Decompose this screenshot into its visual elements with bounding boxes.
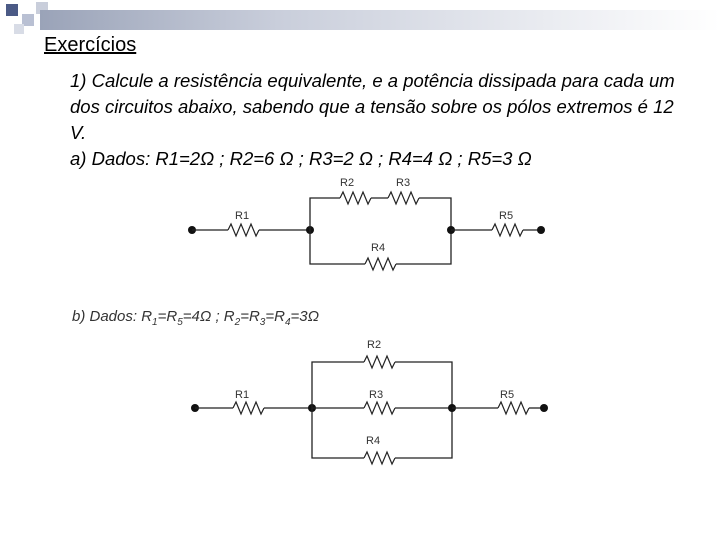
slide-title: Exercícios <box>44 34 137 56</box>
label-r5: R5 <box>500 389 515 401</box>
label-r1: R1 <box>235 389 250 401</box>
terminal-node <box>540 404 548 412</box>
label-r4: R4 <box>371 242 386 254</box>
resistor-r1 <box>228 224 259 236</box>
label-r3: R3 <box>369 389 384 401</box>
label-r3: R3 <box>396 177 411 189</box>
resistor-r3 <box>364 402 395 414</box>
resistor-r1 <box>233 402 264 414</box>
header-bar <box>40 10 720 30</box>
label-r5: R5 <box>499 210 514 222</box>
label-r4: R4 <box>366 435 381 447</box>
resistor-r4 <box>364 452 395 464</box>
resistor-r2 <box>340 192 371 204</box>
label-r2: R2 <box>367 339 382 351</box>
resistor-r3 <box>388 192 419 204</box>
resistor-r5 <box>498 402 529 414</box>
item-a-data: a) Dados: R1=2Ω ; R2=6 Ω ; R3=2 Ω ; R4=4 Ω ; R5=3 Ω <box>70 148 532 169</box>
exercise-prompt: 1) Calcule a resistência equivalente, e a potência dissipada para cada um dos circuitos abaixo, sabendo que a tensão sobre os pólos extremos é 12 V. <box>70 70 675 143</box>
item-b-data: b) Dados: $R_1=R_5=4\Omega$ ; $R_2=R_3=R_4=3\Omega$ <box>72 308 320 328</box>
resistor-r2 <box>364 356 395 368</box>
label-r2: R2 <box>340 177 355 189</box>
circuit-b-diagram <box>180 336 550 466</box>
label-r1: R1 <box>235 210 250 222</box>
circuit-a-diagram <box>180 172 550 282</box>
terminal-node <box>537 226 545 234</box>
resistor-r5 <box>492 224 523 236</box>
resistor-r4 <box>365 258 396 270</box>
